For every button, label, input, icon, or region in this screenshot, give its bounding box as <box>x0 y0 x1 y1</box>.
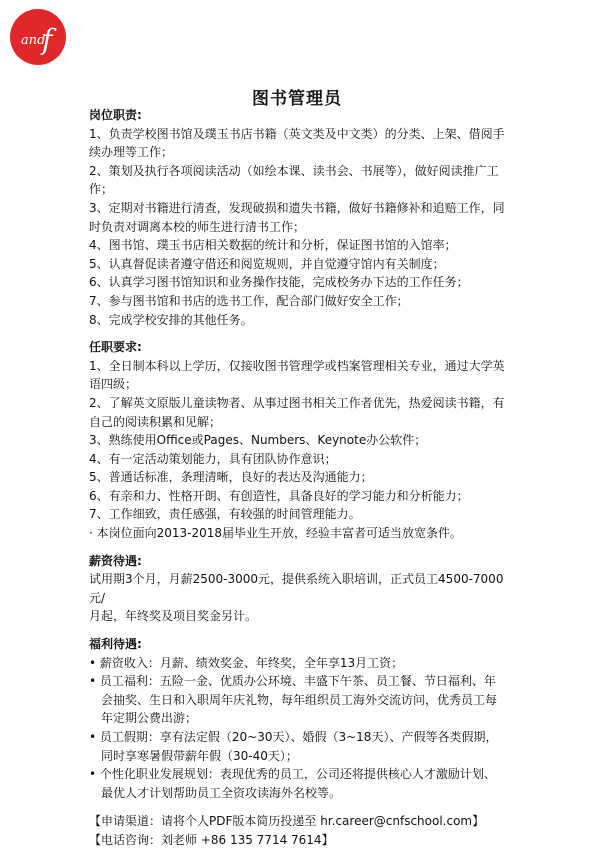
requirement-line: 自己的阅读积累和见解； <box>89 414 222 429</box>
requirements-heading: 任职要求: <box>89 340 142 355</box>
salary-section <box>89 552 519 626</box>
benefit-line: • 薪资收入：月薪、绩效奖金、年终奖，全年享13月工资； <box>89 655 404 670</box>
benefit-line: • 个性化职业发展规划：表现优秀的员工，公司还将提供核心人才激励计划、 <box>89 767 496 782</box>
benefit-line: 会抽奖、生日和入职周年庆礼物，每年组织员工海外交流访问，优秀员工每 <box>101 692 498 707</box>
benefit-line: 同时享寒暑假带薪年假（30-40天）； <box>101 748 298 763</box>
duty-line: 时负责对调离本校的师生进行清书工作； <box>89 219 306 234</box>
benefit-line: 年定期公费出游； <box>101 711 198 726</box>
duty-line: 8、完成学校安排的其他任务。 <box>89 312 253 327</box>
requirement-line: 语四级； <box>89 377 138 392</box>
apply-channel[interactable]: 【申请渠道：请将个人PDF版本简历投递至 hr.career@cnfschool.com】 <box>89 814 485 829</box>
benefits-heading: 福利待遇: <box>89 637 142 652</box>
school-logo <box>9 8 67 66</box>
duty-line: 续办理等工作； <box>89 145 174 160</box>
benefit-line: • 员工福利：五险一金、优质办公环境、丰盛下午茶、员工餐、节日福利、年 <box>89 674 496 689</box>
duty-line: 4、图书馆、璞玉书店相关数据的统计和分析，保证图书馆的入馆率； <box>89 238 457 253</box>
duty-line: 5、认真督促读者遵守借还和阅览规则，并自觉遵守馆内有关制度； <box>89 256 445 271</box>
contact-section <box>89 812 519 849</box>
duty-line: 3、定期对书籍进行清查，发现破损和遗失书籍，做好书籍修补和追赔工作，同 <box>89 200 505 215</box>
requirement-line: 5、普通话标准，条理清晰，良好的表达及沟通能力； <box>89 470 373 485</box>
duty-line: 1、负责学校图书馆及璞玉书店书籍（英文类及中文类）的分类、上架、借阅手 <box>89 126 505 141</box>
requirement-line: 1、全日制本科以上学历，仅接收图书管理学或档案管理相关专业，通过大学英 <box>89 358 505 373</box>
duty-line: 2、策划及执行各项阅读活动（如绘本课、读书会、书展等），做好阅读推广工 <box>89 163 499 178</box>
logo-text: and <box>21 33 46 48</box>
requirement-line: · 本岗位面向2013-2018届毕业生开放，经验丰富者可适当放宽条件。 <box>89 526 463 541</box>
duties-heading: 岗位职责: <box>89 108 142 122</box>
salary-heading: 薪资待遇: <box>89 553 142 568</box>
duty-line: 7、参与图书馆和书店的选书工作，配合部门做好安全工作； <box>89 293 409 308</box>
duty-line: 6、认真学习图书馆知识和业务操作技能，完成校务办下达的工作任务； <box>89 275 469 290</box>
duties-section <box>89 106 519 329</box>
job-description <box>89 106 519 850</box>
benefit-line: • 员工假期：享有法定假（20~30天）、婚假（3~18天）、产假等各类假期， <box>89 730 498 744</box>
salary-line: 月起，年终奖及项目奖金另计。 <box>89 609 258 624</box>
logo-letter: f <box>42 23 53 56</box>
requirements-section <box>89 338 519 543</box>
benefit-line: 最优人才计划帮助员工全资攻读海外名校等。 <box>101 785 342 800</box>
requirement-line: 7、工作细致，责任感强，有较强的时间管理能力。 <box>89 507 361 522</box>
requirement-line: 2、了解英文原版儿童读物者、从事过图书相关工作者优先，热爱阅读书籍，有 <box>89 395 505 410</box>
duty-line: 作； <box>89 182 114 197</box>
salary-line: 试用期3个月，月薪2500-3000元，提供系统入职培训，正式员工4500-7000元/ <box>89 572 504 605</box>
page-title: 图书管理员 <box>252 89 342 109</box>
requirement-line: 3、熟练使用Office或Pages、Numbers、Keynote办公软件； <box>89 433 427 448</box>
phone-contact[interactable]: 【电话咨询：刘老师 +86 135 7714 7614】 <box>89 832 334 847</box>
requirement-line: 6、有亲和力、性格开朗、有创造性，具备良好的学习能力和分析能力； <box>89 488 469 503</box>
requirement-line: 4、有一定活动策划能力，具有团队协作意识； <box>89 451 337 466</box>
benefits-section <box>89 635 519 802</box>
